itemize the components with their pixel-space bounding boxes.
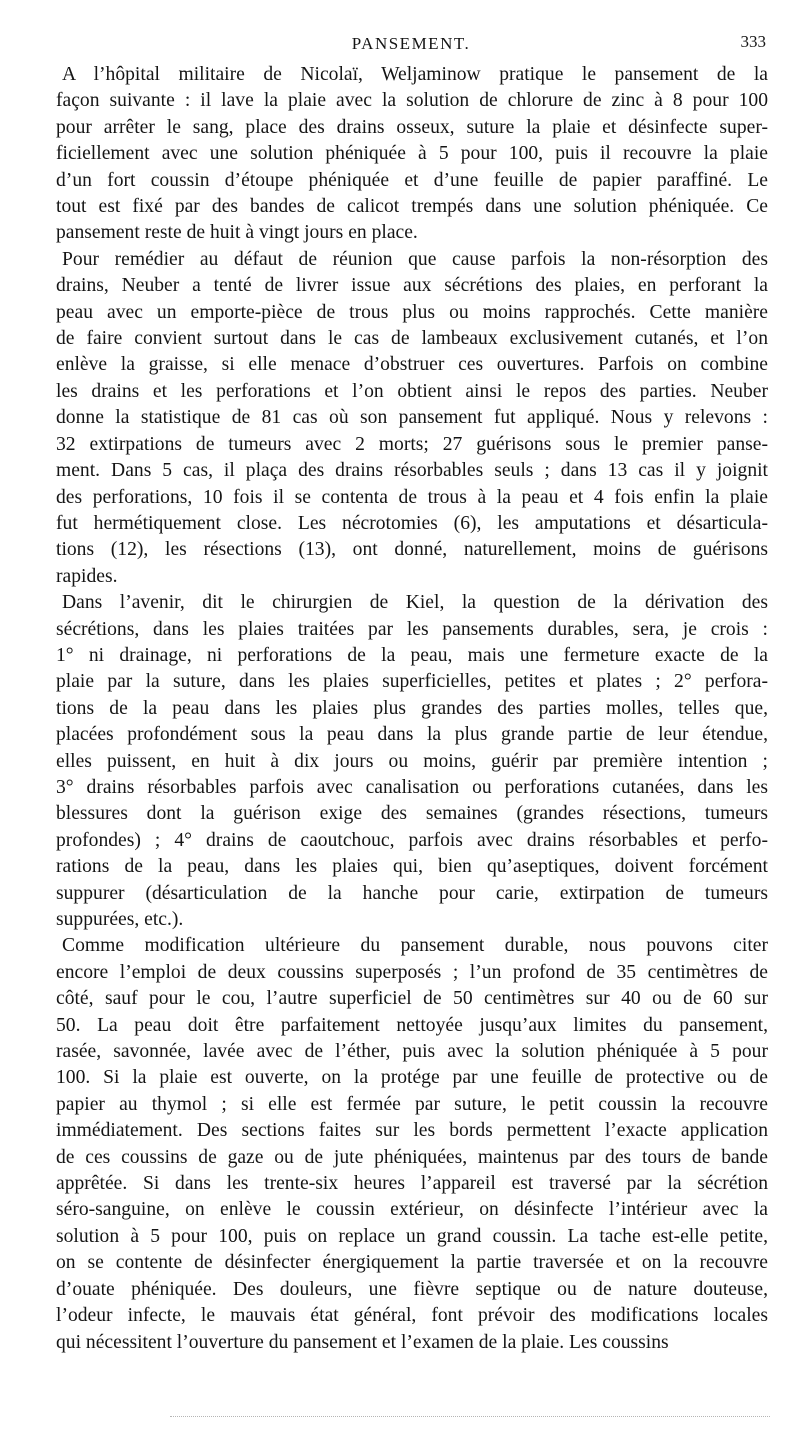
text-line: elles puissent, en huit à dix jours ou moins, guérir par première intention ; bbox=[56, 750, 768, 772]
text-line: Comme modification ultérieure du pansement durable, nous pouvons citer bbox=[62, 935, 768, 957]
text-line: Pour remédier au défaut de réunion que cause parfois la non-résorption des bbox=[62, 248, 768, 270]
text-line: 100. Si la plaie est ouverte, on la protége par une feuille de protective ou de bbox=[56, 1067, 768, 1089]
running-title: PANSEMENT. bbox=[351, 34, 471, 53]
text-line: tions (12), les résections (13), ont donné, naturellement, moins de guérisons bbox=[56, 539, 768, 561]
text-line: l’odeur infecte, le mauvais état général, font prévoir des modifications locales bbox=[56, 1305, 768, 1327]
text-line: placées profondément sous la peau dans la plus grande partie de leur étendue, bbox=[56, 724, 768, 746]
text-line: sécrétions, dans les plaies traitées par les pansements durables, sera, je crois : bbox=[56, 618, 768, 640]
text-line: 50. La peau doit être parfaitement nettoyée jusqu’aux limites du pansement, bbox=[56, 1014, 768, 1036]
text-line: solution à 5 pour 100, puis on replace un grand coussin. La tache est-elle petite, bbox=[56, 1225, 768, 1247]
text-line: tout est fixé par des bandes de calicot trempés dans une solution phéniquée. Ce bbox=[56, 196, 768, 218]
text-line: rasée, savonnée, lavée avec de l’éther, puis avec la solution phéniquée à 5 pour bbox=[56, 1041, 768, 1063]
paragraph bbox=[56, 933, 768, 1356]
text-line: donne la statistique de 81 cas où son pansement fut appliqué. Nous y relevons : bbox=[56, 407, 768, 429]
text-line: côté, sauf pour le cou, l’autre superficiel de 50 centimètres sur 40 ou de 60 sur bbox=[56, 988, 768, 1010]
text-line: Dans l’avenir, dit le chirurgien de Kiel, la question de la dérivation des bbox=[62, 592, 768, 614]
text-line: plaie par la suture, dans les plaies superficielles, petites et plates ; 2° perfora- bbox=[56, 671, 768, 693]
text-line: apprêtée. Si dans les trente-six heures l’appareil est traversé par la sécrétion bbox=[56, 1173, 768, 1195]
text-line: d’un fort coussin d’étoupe phéniquée et d’une feuille de papier paraffiné. Le bbox=[56, 169, 768, 191]
text-line: suppurer (désarticulation de la hanche pour carie, extirpation de tumeurs bbox=[56, 882, 768, 904]
text-line: suppurées, etc.). bbox=[56, 909, 184, 930]
text-line: pansement reste de huit à vingt jours en place. bbox=[56, 222, 418, 244]
text-line: rations de la peau, dans les plaies qui, bien qu’aseptiques, doivent forcément bbox=[56, 856, 768, 878]
paragraph bbox=[56, 590, 768, 933]
text-line: 3° drains résorbables parfois avec canalisation ou perforations cutanées, dans les bbox=[56, 776, 768, 798]
running-head bbox=[56, 34, 766, 60]
text-line: 1° ni drainage, ni perforations de la peau, mais une fermeture exacte de la bbox=[56, 644, 768, 666]
text-line: tions de la peau dans les plaies plus grandes des parties molles, telles que, bbox=[56, 697, 768, 719]
body-text bbox=[56, 62, 768, 1356]
text-line: peau avec un emporte-pièce de trous plus ou moins rapprochés. Cette manière bbox=[56, 301, 768, 323]
text-line: qui nécessitent l’ouverture du pansement et l’examen de la plaie. Les coussins bbox=[56, 1331, 669, 1353]
text-line: des perforations, 10 fois il se contenta de trous à la peau et 4 fois enfin la plaie bbox=[56, 486, 768, 508]
text-line: rapides. bbox=[56, 565, 118, 587]
text-line: de faire convient surtout dans le cas de lambeaux exclusivement cutanés, et l’on bbox=[56, 328, 768, 350]
text-line: d’ouate phéniquée. Des douleurs, une fièvre septique ou de nature douteuse, bbox=[56, 1278, 768, 1300]
text-line: séro-sanguine, on enlève le coussin extérieur, on désinfecte l’intérieur avec la bbox=[56, 1199, 768, 1221]
text-line: on se contente de désinfecter énergiquement la partie traversée et on la recouvre bbox=[56, 1252, 768, 1274]
page-number: 333 bbox=[740, 32, 766, 51]
text-line: fut hermétiquement close. Les nécrotomies (6), les amputations et désarticula- bbox=[56, 512, 768, 534]
text-line: les drains et les perforations et l’on obtient ainsi le repos des parties. Neuber bbox=[56, 380, 768, 402]
text-line: ment. Dans 5 cas, il plaça des drains résorbables seuls ; dans 13 cas il y joignit bbox=[56, 460, 768, 482]
text-line: profondes) ; 4° drains de caoutchouc, parfois avec drains résorbables et perfo- bbox=[56, 829, 768, 851]
text-line: 32 extirpations de tumeurs avec 2 morts; 27 guérisons sous le premier panse- bbox=[56, 433, 768, 455]
text-line: façon suivante : il lave la plaie avec la solution de chlorure de zinc à 8 pour 100 bbox=[56, 90, 768, 112]
text-line: A l’hôpital militaire de Nicolaï, Weljaminow pratique le pansement de la bbox=[62, 64, 768, 85]
paragraph bbox=[56, 247, 768, 590]
text-line: de ces coussins de gaze ou de jute phéniquées, maintenus par des tours de bande bbox=[56, 1146, 768, 1168]
text-line: drains, Neuber a tenté de livrer issue aux sécrétions des plaies, en perforant la bbox=[56, 275, 768, 297]
text-line: blessures dont la guérison exige des semaines (grandes résections, tumeurs bbox=[56, 803, 768, 825]
text-line: pour arrêter le sang, place des drains osseux, suture la plaie et désinfecte super- bbox=[56, 116, 768, 138]
text-line: immédiatement. Des sections faites sur les bords permettent l’exacte application bbox=[56, 1120, 768, 1142]
text-line: encore l’emploi de deux coussins superposés ; l’un profond de 35 centimètres de bbox=[56, 961, 768, 983]
text-line: papier au thymol ; si elle est fermée par suture, le petit coussin la recouvre bbox=[56, 1093, 768, 1115]
footer-dotted-rule bbox=[170, 1416, 770, 1417]
text-line: ficiellement avec une solution phéniquée à 5 pour 100, puis il recouvre la plaie bbox=[56, 143, 768, 165]
text-line: enlève la graisse, si elle menace d’obstruer ces ouvertures. Parfois on combine bbox=[56, 354, 768, 376]
paragraph bbox=[56, 62, 768, 247]
